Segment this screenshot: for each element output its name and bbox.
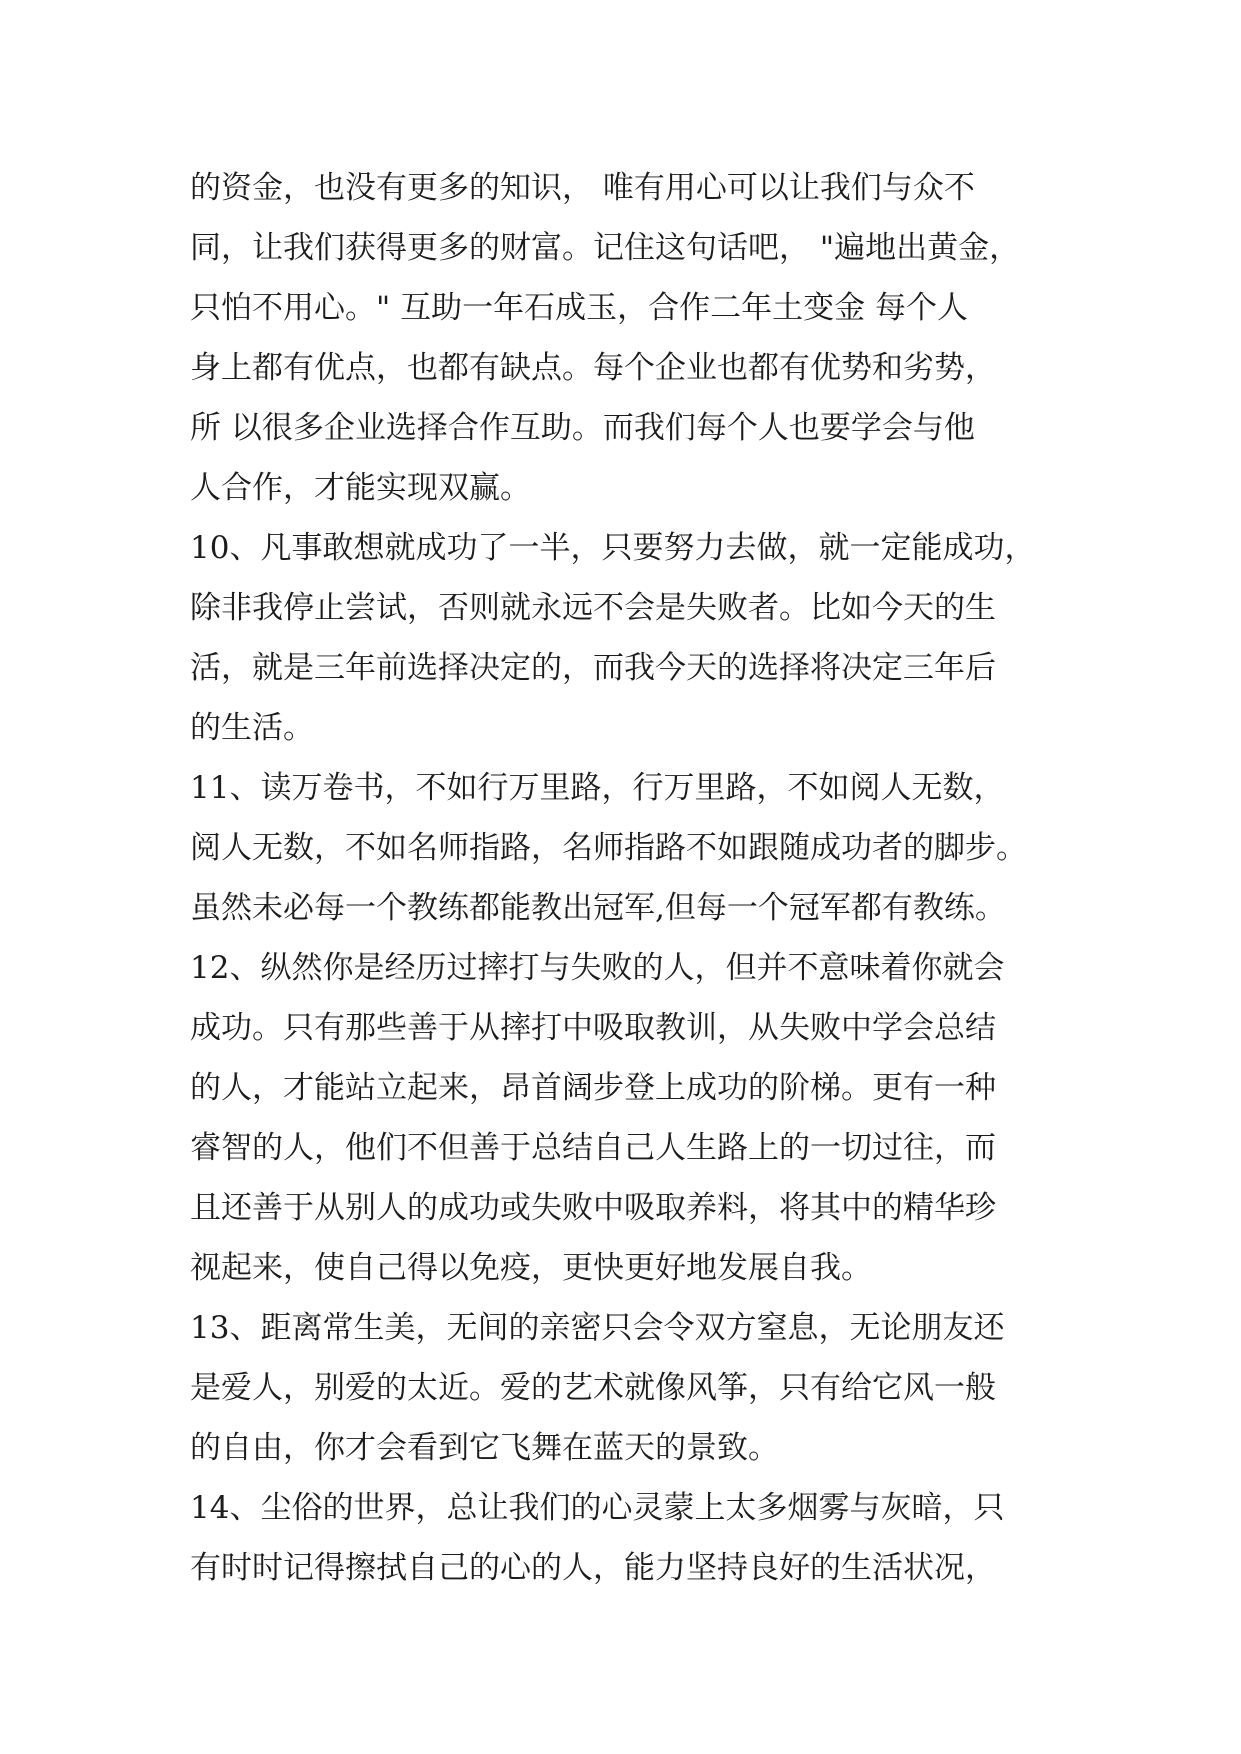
text-line: 的人，才能站立起来，昂首阔步登上成功的阶梯。更有一种 <box>190 1070 996 1106</box>
text-line: 除非我停止尝试，否则就永远不会是失败者。比如今天的生 <box>190 590 996 626</box>
text-line: 成功。只有那些善于从摔打中吸取教训，从失败中学会总结 <box>190 1010 996 1046</box>
text-line: 14、尘俗的世界，总让我们的心灵蒙上太多烟雾与灰暗，只 <box>190 1490 1005 1526</box>
text-line: 10、凡事敢想就成功了一半，只要努力去做，就一定能成功， <box>190 530 1036 566</box>
text-line: 人合作，才能实现双赢。 <box>190 470 531 506</box>
text-line: 13、距离常生美，无间的亲密只会令双方窒息，无论朋友还 <box>190 1310 1005 1346</box>
body-text <box>190 158 1070 1598</box>
text-line: 活，就是三年前选择决定的，而我今天的选择将决定三年后 <box>190 650 996 686</box>
text-line: 虽然未必每一个教练都能教出冠军,但每一个冠军都有教练。 <box>190 890 1006 926</box>
text-line: 的资金，也没有更多的知识， 唯有用心可以让我们与众不 <box>190 170 975 206</box>
text-line: 是爱人，别爱的太近。爱的艺术就像风筝，只有给它风一般 <box>190 1370 996 1406</box>
text-line: 同，让我们获得更多的财富。记住这句话吧， "遍地出黄金， <box>190 230 1021 266</box>
text-line: 身上都有优点，也都有缺点。每个企业也都有优势和劣势， <box>190 350 996 386</box>
text-line: 11、读万卷书，不如行万里路，行万里路，不如阅人无数， <box>190 770 1005 806</box>
text-line: 所 以很多企业选择合作互助。而我们每个人也要学会与他 <box>190 410 975 446</box>
text-line: 的生活。 <box>190 710 314 746</box>
text-line: 视起来，使自己得以免疫，更快更好地发展自我。 <box>190 1250 872 1286</box>
text-line: 的自由，你才会看到它飞舞在蓝天的景致。 <box>190 1430 779 1466</box>
text-line: 睿智的人，他们不但善于总结自己人生路上的一切过往，而 <box>190 1130 996 1166</box>
text-line: 阅人无数，不如名师指路，名师指路不如跟随成功者的脚步。 <box>190 830 1027 866</box>
text-line: 且还善于从别人的成功或失败中吸取养料，将其中的精华珍 <box>190 1190 996 1226</box>
text-line: 有时时记得擦拭自己的心的人，能力坚持良好的生活状况， <box>190 1550 996 1586</box>
text-line: 只怕不用心。" 互助一年石成玉，合作二年土变金 每个人 <box>190 290 968 326</box>
text-line: 12、纵然你是经历过摔打与失败的人，但并不意味着你就会 <box>190 950 1005 986</box>
